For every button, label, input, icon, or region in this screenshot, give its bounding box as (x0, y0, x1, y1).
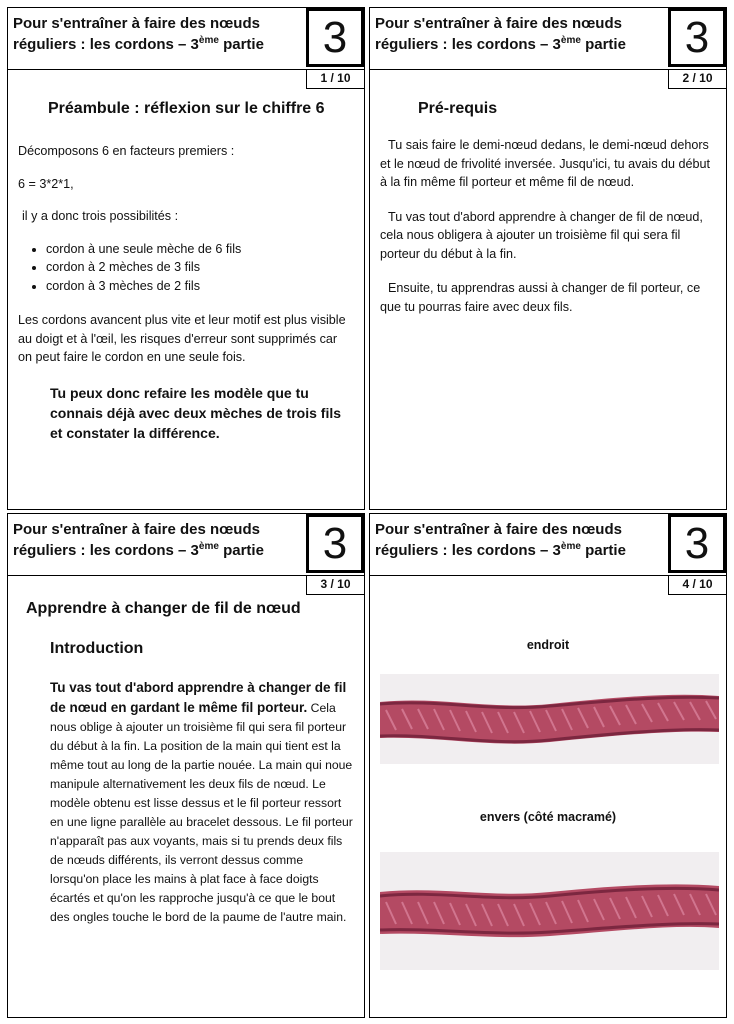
level-badge: 3 (306, 8, 364, 67)
cord-photo-front (380, 674, 719, 764)
paragraph: Tu vas tout d'abord apprendre à changer de fil de nœud en gardant le même fil porteur. Cela nous oblige à ajouter un troisième fil qui sera fil porteur du début à la fin. La position de la main qui tient est la même tout au long de la partie nouée. La main qui noue manipule alternativement les deux fils de nœud. Le modèle obtenu est lisse dessus et le fil porteur ressort en une ligne parallèle au bracelet dessous. Le fil porteur n'apparaît pas aux voyants, mais si tu prends deux fils de nœuds différents, ils verront dessus comme lorsqu'on place les mains à plat face à face doigts écartés et qu'on les rapproche jusqu'à ce que le bout des ongles touche le bord de la paume de l'autre main. (50, 680, 353, 924)
page-number: 1 / 10 (306, 70, 364, 89)
card-title: Pour s'entraîner à faire des nœuds réguliers : les cordons – 3ème partie (13, 521, 264, 559)
section-heading: Préambule : réflexion sur le chiffre 6 (48, 100, 325, 117)
paragraph: Les cordons avancent plus vite et leur motif est plus visible au doigt et à l'œil, les risques d'erreur sont supprimés car on peut faire le cordon en une seule fois. (18, 313, 346, 364)
paragraph: il y a donc trois possibilités : (22, 209, 179, 223)
emphasis-paragraph: Tu peux donc refaire les modèle que tu connais déjà avec deux mèches de trois fils et constater la différence. (50, 384, 342, 441)
card-header (8, 514, 364, 576)
card-title: Pour s'entraîner à faire des nœuds réguliers : les cordons – 3ème partie (375, 521, 626, 559)
paragraph: Tu vas tout d'abord apprendre à changer de fil de nœud, cela nous obligera à ajouter un troisième fil qui sera fil porteur du début à la fin. (380, 209, 703, 261)
section-heading: Pré-requis (418, 100, 498, 117)
card-body (18, 596, 354, 927)
list-item: • cordon à 2 mèches de 3 fils (46, 258, 354, 277)
card-header (370, 514, 726, 576)
cord-photo-back (380, 852, 719, 970)
level-badge: 3 (668, 8, 726, 67)
card-header (8, 8, 364, 70)
page-number: 4 / 10 (668, 576, 726, 595)
photo-caption-front: endroit (526, 638, 570, 652)
card-title: Pour s'entraîner à faire des nœuds réguliers : les cordons – 3ème partie (375, 15, 626, 53)
page-number: 3 / 10 (306, 576, 364, 595)
level-badge: 3 (306, 514, 364, 573)
card-body (380, 90, 716, 316)
sub-heading: Introduction (50, 640, 144, 657)
card-1 (7, 7, 365, 510)
paragraph: Tu sais faire le demi-nœud dedans, le demi-nœud dehors et le nœud de frivolité inversée. Jusqu'ici, tu avais du début à la fin même fil porteur et même fil de nœud. (380, 138, 711, 189)
paragraph: Ensuite, tu apprendras aussi à changer de fil porteur, ce que tu pourras faire avec deux fils. (380, 281, 701, 314)
card-4 (369, 513, 727, 1018)
paragraph: Décomposons 6 en facteurs premiers : (18, 144, 235, 158)
card-body (18, 90, 354, 443)
photo-caption-back: envers (côté macramé) (479, 810, 617, 824)
card-2 (369, 7, 727, 510)
cord-front-image (380, 674, 719, 764)
paragraph: 6 = 3*2*1, (18, 176, 74, 191)
list-item: • cordon à une seule mèche de 6 fils (46, 240, 354, 259)
list-item: • cordon à 3 mèches de 2 fils (46, 277, 354, 296)
level-badge: 3 (668, 514, 726, 573)
card-header (370, 8, 726, 70)
cord-back-image (380, 852, 719, 970)
page-number: 2 / 10 (668, 70, 726, 89)
card-3 (7, 513, 365, 1018)
bullet-list (18, 240, 354, 296)
card-title: Pour s'entraîner à faire des nœuds réguliers : les cordons – 3ème partie (13, 15, 264, 53)
section-heading: Apprendre à changer de fil de nœud (26, 600, 301, 617)
